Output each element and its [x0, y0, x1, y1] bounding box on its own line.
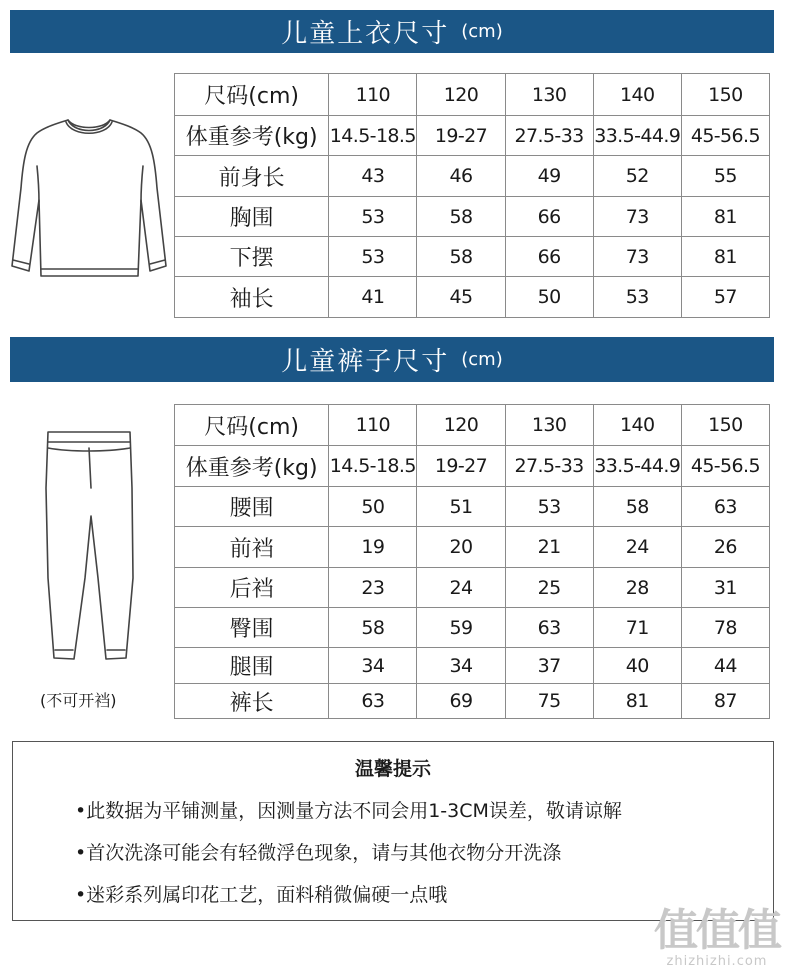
value-cell: 120: [417, 74, 505, 116]
tops-banner: [10, 10, 774, 53]
value-cell: 49: [505, 156, 593, 197]
row-label-cell: 袖长: [175, 277, 329, 318]
value-cell: 58: [329, 608, 417, 648]
table-row: [175, 116, 770, 156]
value-cell: 57: [681, 277, 769, 318]
value-cell: 51: [417, 487, 505, 527]
value-cell: 53: [505, 487, 593, 527]
watermark: [654, 905, 780, 969]
table-row: [175, 568, 770, 608]
value-cell: 66: [505, 197, 593, 237]
value-cell: 52: [593, 156, 681, 197]
value-cell: 20: [417, 527, 505, 568]
value-cell: 14.5-18.5: [329, 116, 417, 156]
notes-item: •此数据为平铺测量，因测量方法不同会用1-3CM误差，敬请谅解: [75, 800, 622, 822]
value-cell: 53: [329, 237, 417, 277]
value-cell: 26: [681, 527, 769, 568]
watermark-url: zhizhizhi.com: [666, 954, 768, 969]
value-cell: 45-56.5: [681, 446, 769, 487]
value-cell: 43: [329, 156, 417, 197]
value-cell: 27.5-33: [505, 116, 593, 156]
value-cell: 34: [417, 648, 505, 684]
shirt-illustration-icon: [8, 110, 168, 282]
table-row: [175, 405, 770, 446]
value-cell: 75: [505, 684, 593, 719]
notes-item: •迷彩系列属印花工艺，面料稍微偏硬一点哦: [75, 884, 448, 906]
value-cell: 63: [681, 487, 769, 527]
row-label-cell: 腿围: [175, 648, 329, 684]
value-cell: 59: [417, 608, 505, 648]
value-cell: 37: [505, 648, 593, 684]
table-row: [175, 608, 770, 648]
value-cell: 40: [593, 648, 681, 684]
value-cell: 73: [593, 237, 681, 277]
value-cell: 46: [417, 156, 505, 197]
table-row: [175, 446, 770, 487]
value-cell: 24: [593, 527, 681, 568]
table-row: [175, 648, 770, 684]
table-row: [175, 197, 770, 237]
value-cell: 81: [681, 197, 769, 237]
value-cell: 24: [417, 568, 505, 608]
row-label-cell: 腰围: [175, 487, 329, 527]
value-cell: 28: [593, 568, 681, 608]
value-cell: 27.5-33: [505, 446, 593, 487]
pants-caption: (不可开裆): [40, 691, 117, 710]
value-cell: 69: [417, 684, 505, 719]
value-cell: 81: [681, 237, 769, 277]
row-label-cell: 胸围: [175, 197, 329, 237]
value-cell: 78: [681, 608, 769, 648]
watermark-logo: 值值值: [654, 905, 780, 956]
row-label-cell: 尺码(cm): [175, 74, 329, 116]
pants-banner: [10, 337, 774, 382]
row-label-cell: 裤长: [175, 684, 329, 719]
value-cell: 58: [417, 197, 505, 237]
value-cell: 55: [681, 156, 769, 197]
value-cell: 63: [505, 608, 593, 648]
value-cell: 50: [505, 277, 593, 318]
pants-size-table: [174, 404, 770, 719]
value-cell: 53: [329, 197, 417, 237]
value-cell: 19: [329, 527, 417, 568]
tops-unit: (cm): [461, 21, 503, 42]
row-label-cell: 下摆: [175, 237, 329, 277]
value-cell: 19-27: [417, 116, 505, 156]
pants-illustration-icon: [40, 428, 140, 668]
value-cell: 140: [593, 405, 681, 446]
notes-box: [12, 741, 774, 921]
value-cell: 63: [329, 684, 417, 719]
table-row: [175, 527, 770, 568]
row-label-cell: 体重参考(kg): [175, 446, 329, 487]
table-row: [175, 156, 770, 197]
value-cell: 120: [417, 405, 505, 446]
value-cell: 41: [329, 277, 417, 318]
notes-title: 温馨提示: [354, 758, 431, 780]
value-cell: 130: [505, 74, 593, 116]
row-label-cell: 后裆: [175, 568, 329, 608]
value-cell: 25: [505, 568, 593, 608]
value-cell: 53: [593, 277, 681, 318]
value-cell: 21: [505, 527, 593, 568]
value-cell: 44: [681, 648, 769, 684]
value-cell: 58: [593, 487, 681, 527]
row-label-cell: 前身长: [175, 156, 329, 197]
value-cell: 23: [329, 568, 417, 608]
value-cell: 66: [505, 237, 593, 277]
pants-title: 儿童裤子尺寸: [281, 347, 450, 377]
table-row: [175, 277, 770, 318]
value-cell: 34: [329, 648, 417, 684]
table-row: [175, 237, 770, 277]
value-cell: 81: [593, 684, 681, 719]
row-label-cell: 尺码(cm): [175, 405, 329, 446]
tops-size-table: [174, 73, 770, 318]
value-cell: 58: [417, 237, 505, 277]
table-row: [175, 74, 770, 116]
row-label-cell: 臀围: [175, 608, 329, 648]
value-cell: 110: [329, 74, 417, 116]
value-cell: 87: [681, 684, 769, 719]
value-cell: 71: [593, 608, 681, 648]
value-cell: 19-27: [417, 446, 505, 487]
tops-title: 儿童上衣尺寸: [281, 19, 450, 49]
value-cell: 31: [681, 568, 769, 608]
table-row: [175, 684, 770, 719]
value-cell: 140: [593, 74, 681, 116]
value-cell: 150: [681, 405, 769, 446]
notes-item: •首次洗涤可能会有轻微浮色现象，请与其他衣物分开洗涤: [75, 842, 562, 864]
row-label-cell: 前裆: [175, 527, 329, 568]
pants-unit: (cm): [461, 349, 503, 370]
value-cell: 33.5-44.9: [593, 116, 681, 156]
value-cell: 130: [505, 405, 593, 446]
value-cell: 73: [593, 197, 681, 237]
row-label-cell: 体重参考(kg): [175, 116, 329, 156]
value-cell: 14.5-18.5: [329, 446, 417, 487]
value-cell: 110: [329, 405, 417, 446]
value-cell: 50: [329, 487, 417, 527]
value-cell: 33.5-44.9: [593, 446, 681, 487]
value-cell: 45: [417, 277, 505, 318]
table-row: [175, 487, 770, 527]
value-cell: 150: [681, 74, 769, 116]
value-cell: 45-56.5: [681, 116, 769, 156]
